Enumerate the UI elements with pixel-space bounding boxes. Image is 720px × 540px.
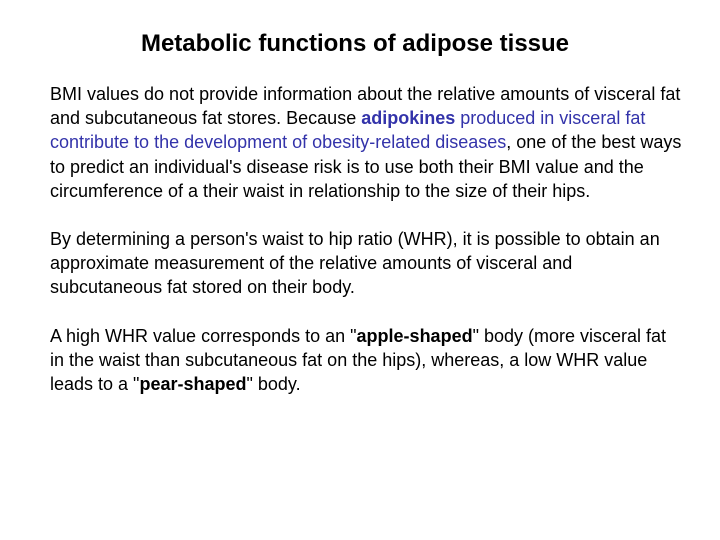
paragraph-bmi-text-a: BMI values do not provide information about the relative amounts of visceral fat and subcutaneous fat stores. Because [50,84,681,129]
paragraph-shape-text-b: " body (more visceral fat in the waist than subcutaneous fat on the hips), whereas, a low WHR value leads to a " [50,325,667,395]
keyword-pear-shaped: pear-shaped [139,374,247,395]
paragraph-whr: By determining a person's waist to hip ratio (WHR), it is possible to obtain an approximate measurement of the relative amounts of visceral and subcutaneous fat stored on their body. [50,229,660,298]
paragraph-bmi [50,82,682,203]
paragraph-shape-text-a: A high WHR value corresponds to an " [50,325,357,346]
slide-body [50,82,682,420]
paragraph-body-shape [50,324,682,397]
paragraph-shape-text-c: " body. [246,374,301,395]
keyword-apple-shaped: apple-shaped [356,325,473,346]
paragraph-bmi-text-b: , one of the best ways to predict an individual's disease risk is to use both their BMI value and the circumference of a their waist in relationship to the size of their hips. [50,132,682,201]
keyword-adipokines: adipokines [361,108,456,129]
highlight-visceral-fat: produced in visceral fat contribute to the development of obesity-related diseases [50,108,646,153]
slide-title: Metabolic functions of adipose tissue [140,30,570,57]
